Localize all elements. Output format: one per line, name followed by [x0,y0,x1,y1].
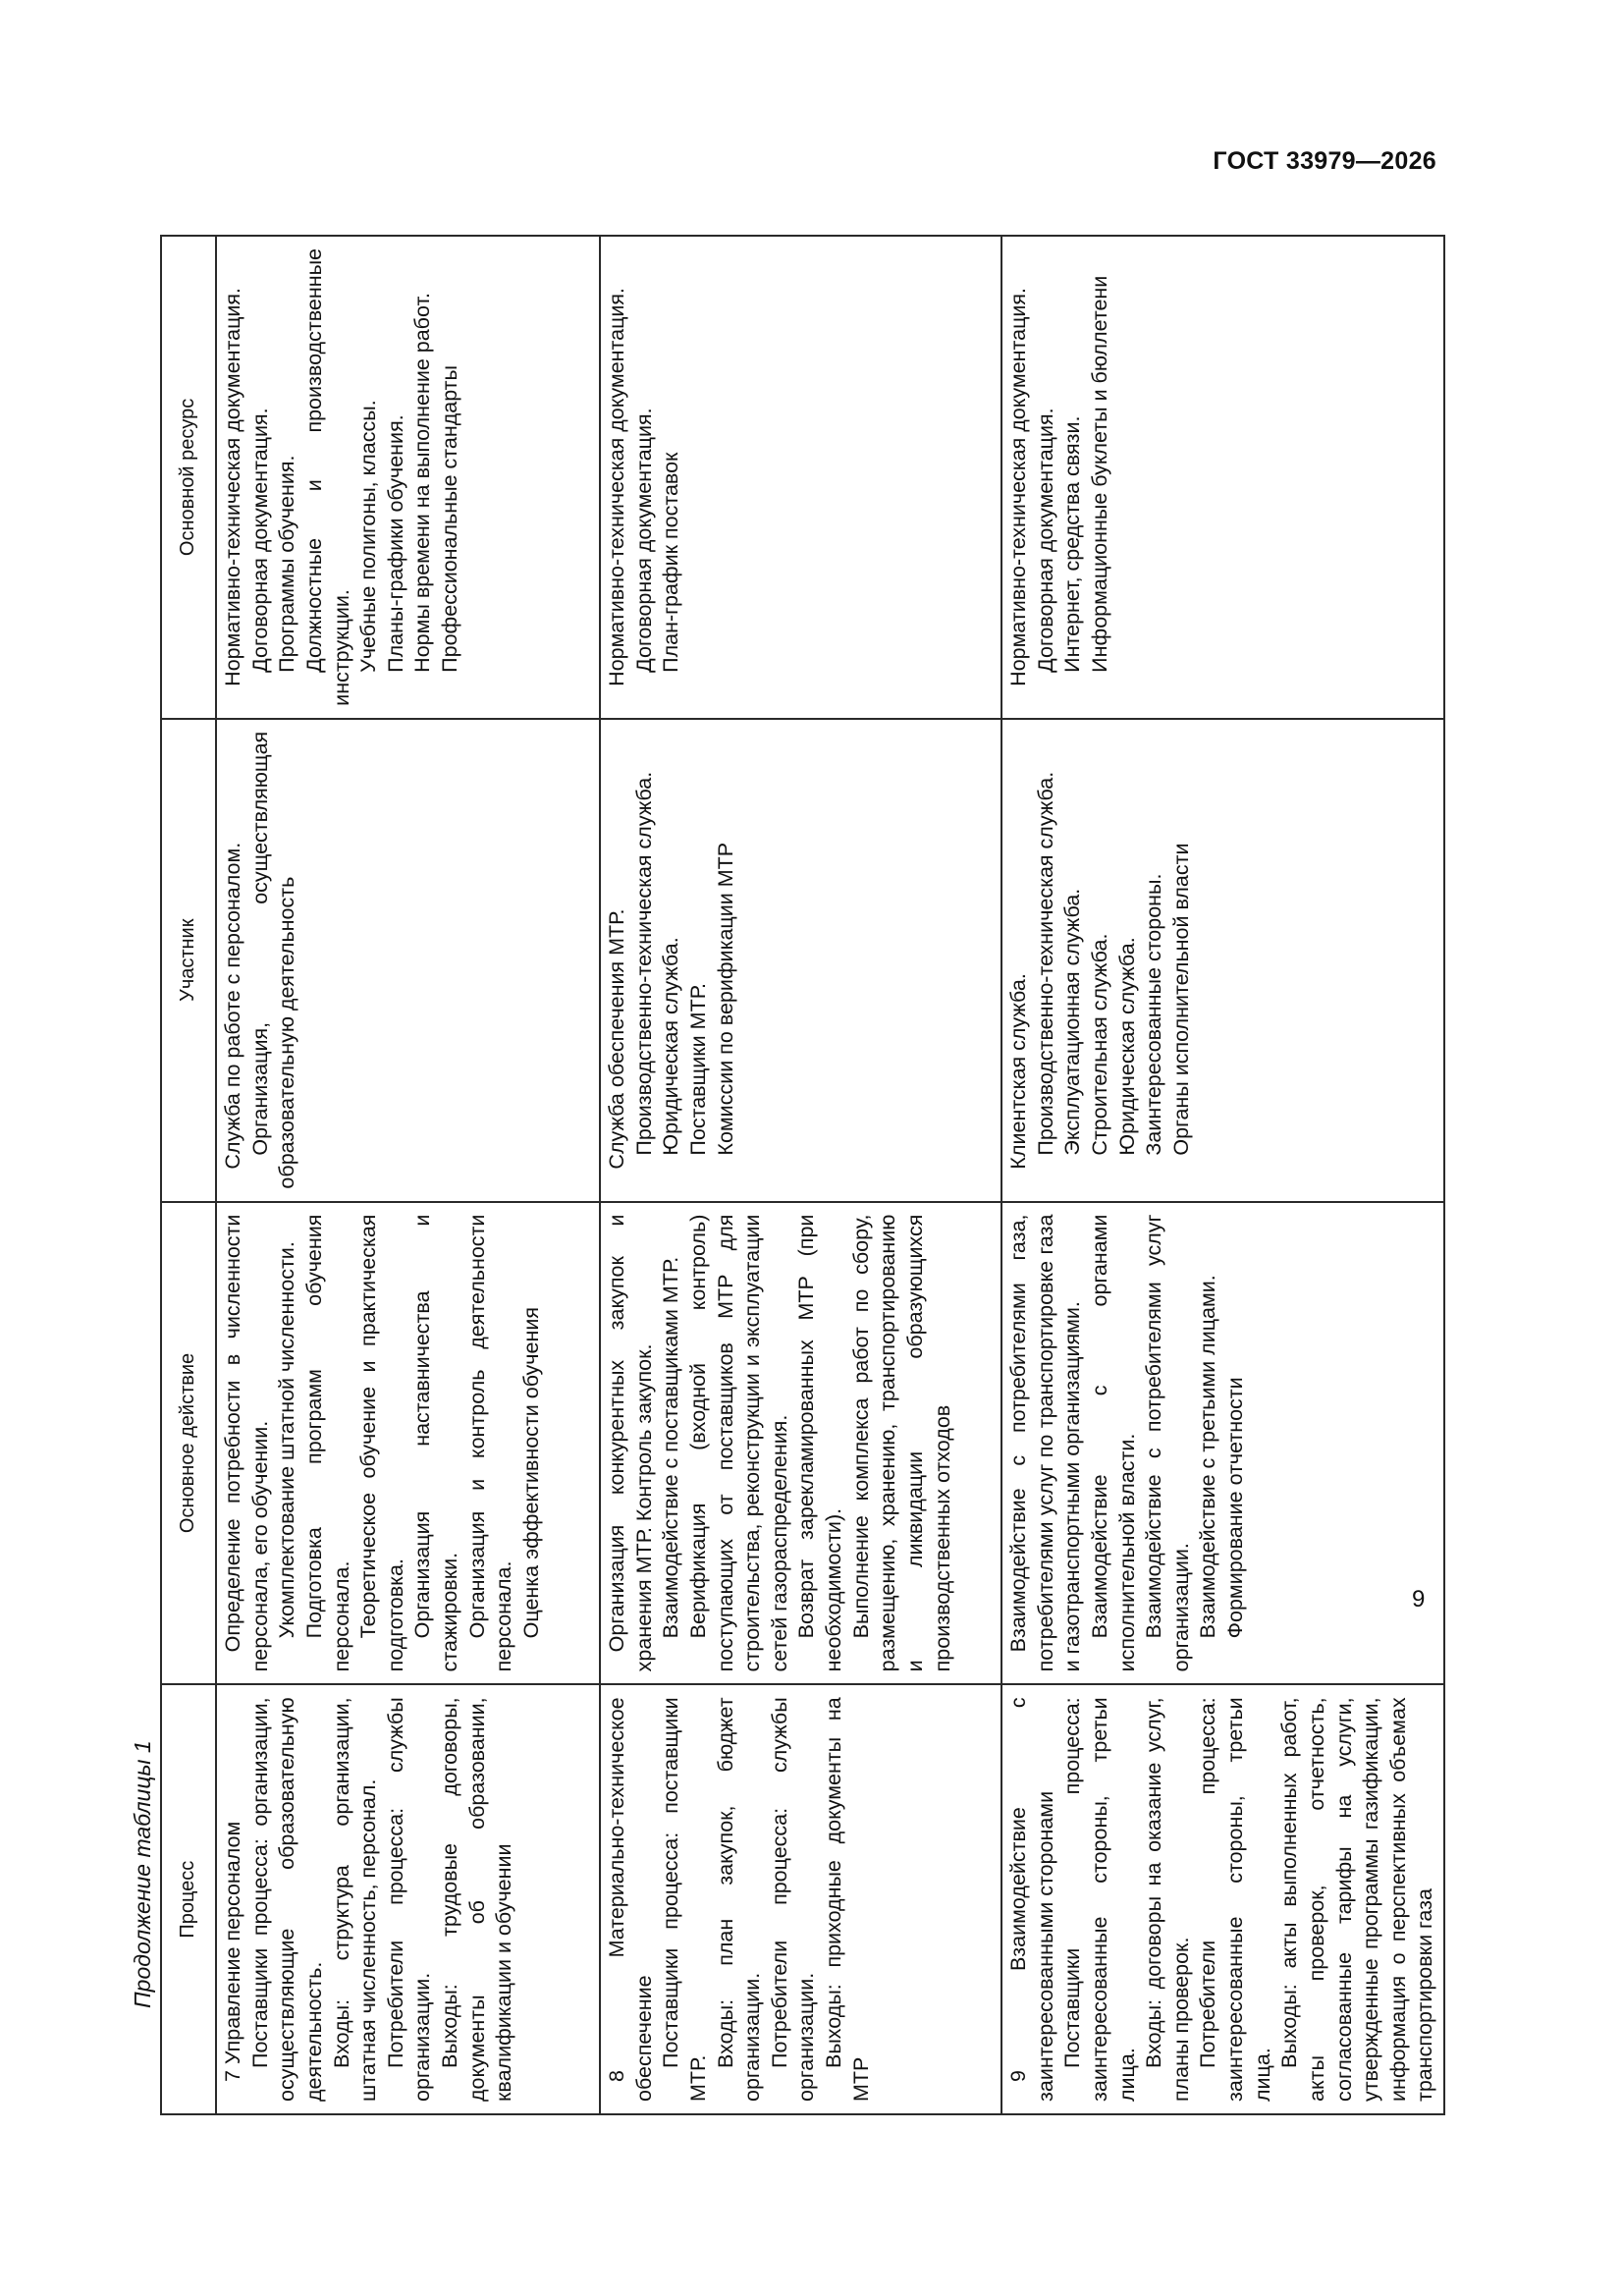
action-paragraph: Подготовка программ обучения персонала. [301,1214,353,1672]
action-paragraph: Взаимодействие с поставщиками МТР. [659,1256,683,1639]
resource-paragraph: Информационные буклеты и бюллетени [1087,275,1111,673]
action-paragraph: Возврат зарекламированных МТР (при необходимости). [794,1214,845,1672]
participant-paragraph: Заинтересованные стороны. [1142,873,1166,1156]
process-paragraph: Потребители процесса: службы организации. [383,1697,435,2102]
action-paragraph: Укомплектование штатной численности. [275,1241,299,1639]
resource-paragraph: План-график поставок [659,452,683,673]
process-paragraph: Потребители процесса: заинтересованные стороны, третьи лица. [1196,1697,1274,2102]
table-row [1001,236,1444,2114]
action-paragraph: Формирование отчетности [1223,1377,1247,1639]
action-paragraph: Организация и контроль деятельности персонала. [464,1214,516,1672]
column-header-action: Основное действие [161,1202,216,1685]
participant-paragraph: Комиссии по верификации МТР [713,842,737,1156]
cell-resource [216,236,600,719]
column-header-resource: Основной ресурс [161,236,216,719]
action-paragraph: Организация конкурентных закупок и хранения МТР. Контроль закупок. [605,1214,656,1672]
page-number: 9 [1412,1586,1426,1613]
process-paragraph: Поставщики процесса: поставщики МТР. [659,1697,710,2102]
action-paragraph: Взаимодействие с потребителями услуг организации. [1142,1214,1193,1672]
cell-action [216,1202,600,1685]
participant-paragraph: Поставщики МТР. [685,983,710,1156]
process-paragraph: Поставщики процесса: организации, осуществляющие образовательную деятельность. [247,1697,326,2102]
table-body [216,236,1444,2114]
resource-paragraph: Планы-графики обучения. [383,414,407,673]
resource-paragraph: Договорная документация. [247,408,272,673]
action-paragraph: Взаимодействие с потребителями газа, потребителями услуг по транспортировке газа и газотранспортными организациями. [1006,1214,1085,1672]
participant-paragraph: Служба обеспечения МТР. [605,908,628,1170]
cell-resource [600,236,1001,719]
standard-code: ГОСТ 33979—2026 [1213,147,1436,175]
resource-paragraph: Профессиональные стандарты [438,365,461,673]
process-paragraph: 8 Материально-техническое обеспечение [605,1697,656,2102]
cell-action [600,1202,1001,1685]
cell-participant [600,719,1001,1202]
process-paragraph: Входы: структура организации, штатная численность, персонал. [329,1697,381,2102]
resource-paragraph: Программы обучения. [275,455,299,673]
process-table [160,235,1437,2115]
resource-paragraph: Нормативно-техническая документация. [605,287,628,686]
process-paragraph: Входы: договоры на оказание услуг, планы проверок. [1142,1697,1193,2102]
process-paragraph: 7 Управление персоналом [221,1821,244,2082]
action-paragraph: Организация наставничества и стажировки. [410,1214,461,1672]
participant-paragraph: Клиентская служба. [1006,973,1030,1170]
table-row [216,236,600,2114]
process-paragraph: Потребители процесса: службы организации. [767,1697,819,2102]
participant-paragraph: Производственно-техническая служба. [631,771,656,1156]
participant-paragraph: Строительная служба. [1087,933,1111,1156]
cell-action [1001,1202,1444,1685]
action-paragraph: Оценка эффективности обучения [518,1307,543,1639]
header-row [161,236,216,2114]
process-paragraph: Входы: план закупок, бюджет организации. [713,1697,765,2102]
participant-paragraph: Органы исполнительной власти [1168,843,1193,1156]
participant-paragraph: Юридическая служба. [659,937,683,1156]
column-header-participant: Участник [161,719,216,1202]
resource-paragraph: Договорная документация. [631,408,656,673]
action-paragraph: Взаимодействие с третьими лицами. [1196,1275,1220,1639]
resource-paragraph: Нормы времени на выполнение работ. [410,293,435,673]
cell-participant [216,719,600,1202]
action-paragraph: Выполнение комплекса работ по сбору, размещению, хранению, транспортированию и ликвидации образующихся производственных отходов [848,1214,954,1672]
resource-paragraph: Договорная документация. [1033,408,1057,673]
cell-resource [1001,236,1444,719]
resource-paragraph: Нормативно-техническая документация. [221,287,244,686]
resource-paragraph: Должностные и производственные инструкции. [301,248,353,706]
action-paragraph: Определение потребности в численности персонала, его обучении. [221,1214,272,1672]
action-paragraph: Теоретическое обучение и практическая подготовка. [356,1214,407,1672]
participant-paragraph: Производственно-техническая служба. [1033,771,1057,1156]
process-paragraph: Выходы: приходные документы на МТР [822,1697,873,2102]
participant-paragraph: Эксплуатационная служба. [1060,888,1085,1156]
cell-participant [1001,719,1444,1202]
process-paragraph: Выходы: акты выполненных работ, акты проверок, отчетность, согласованные тарифы на услуги, утвержденные программы газификации, информация о перспективных объемах транспортировки газа [1277,1697,1437,2102]
participant-paragraph: Служба по работе с персоналом. [221,842,244,1170]
table-row [600,236,1001,2114]
process-paragraph: 9 Взаимодействие с заинтересованными сторонами [1006,1697,1057,2102]
action-paragraph: Верификация (входной контроль) поступающих от поставщиков МТР для строительства, реконструкции и эксплуатации сетей газораспределения. [685,1214,791,1672]
process-paragraph: Выходы: трудовые договоры, документы об образовании, квалификации и обучении [438,1697,516,2102]
process-paragraph: Поставщики процесса: заинтересованные стороны, третьи лица. [1060,1697,1139,2102]
participant-paragraph: Юридическая служба. [1114,937,1139,1156]
action-paragraph: Взаимодействие с органами исполнительной власти. [1087,1214,1139,1672]
participant-paragraph: Организация, осуществляющая образовательную деятельность [247,731,299,1189]
cell-process [1001,1684,1444,2114]
resource-paragraph: Нормативно-техническая документация. [1006,287,1030,686]
table-caption: Продолжение таблицы 1 [130,1740,155,2008]
cell-process [216,1684,600,2114]
resource-paragraph: Интернет, средства связи. [1060,415,1085,673]
cell-process [600,1684,1001,2114]
column-header-process: Процесс [161,1684,216,2114]
resource-paragraph: Учебные полигоны, классы. [356,400,381,673]
